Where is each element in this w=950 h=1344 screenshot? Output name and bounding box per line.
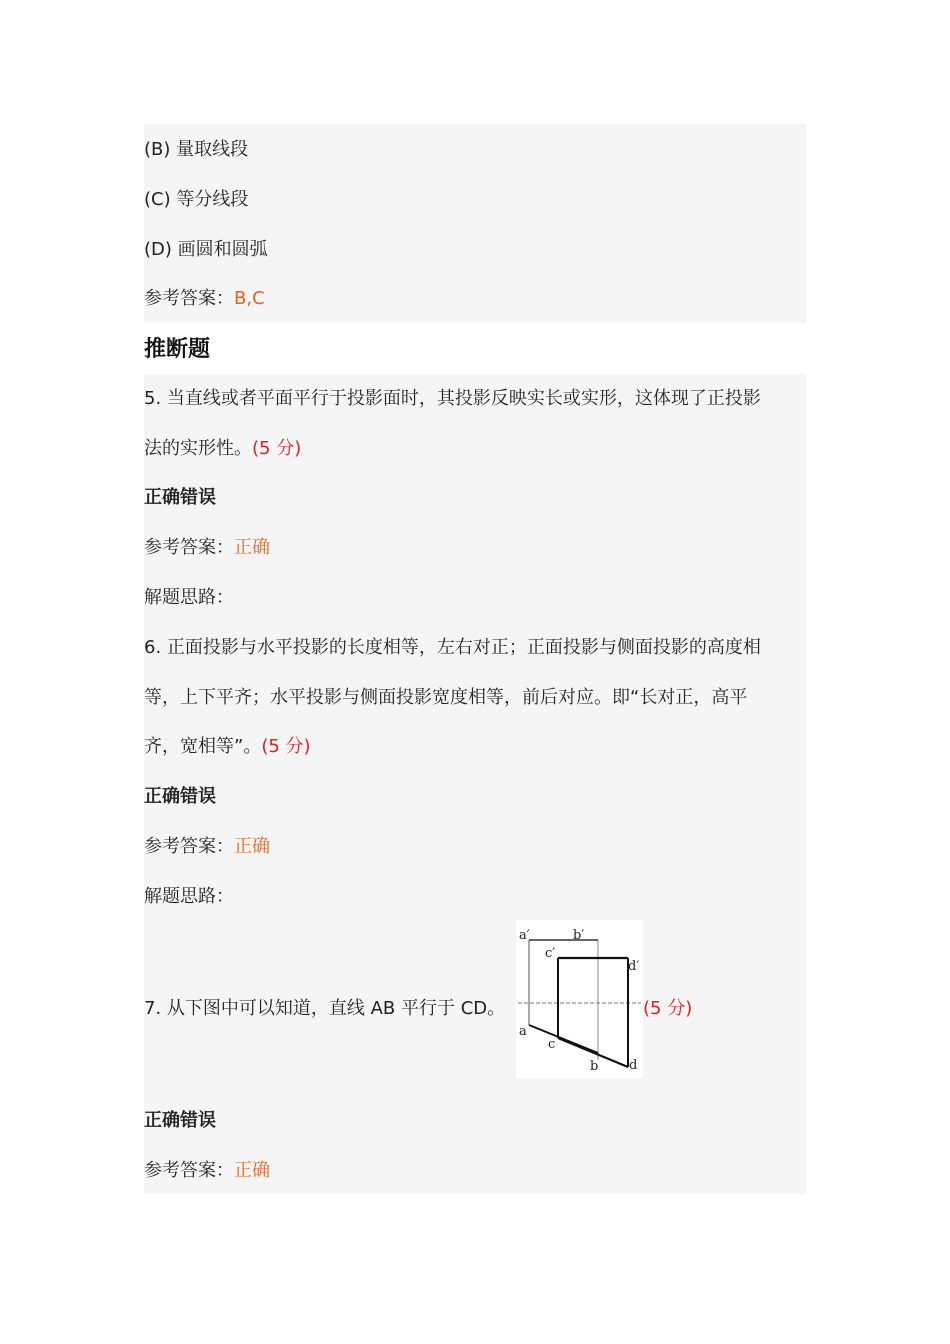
label-b-prime: b′ bbox=[573, 928, 585, 943]
q6-text-line3-body: 齐，宽相等”。 bbox=[144, 736, 262, 757]
q5-answer-label: 参考答案： bbox=[144, 537, 234, 558]
answer-value: B,C bbox=[234, 288, 265, 309]
line-ab bbox=[529, 1025, 598, 1053]
answer-label: 参考答案： bbox=[144, 288, 234, 309]
q5-explain-label: 解题思路： bbox=[144, 587, 234, 608]
option-c: (C) 等分线段 bbox=[144, 189, 249, 210]
section-title: 推断题 bbox=[144, 337, 211, 362]
q7-score: (5 分) bbox=[643, 998, 693, 1019]
question-block-q5-q7 bbox=[144, 374, 806, 1194]
q7-text: 7. 从下图中可以知道，直线 AB 平行于 CD。 bbox=[144, 998, 506, 1019]
q6-text-line1: 6. 正面投影与水平投影的长度相等，左右对正；正面投影与侧面投影的高度相 bbox=[144, 637, 761, 658]
q5-text-line2 bbox=[144, 437, 301, 461]
q6-answer-value: 正确 bbox=[234, 836, 270, 857]
q6-text-line3 bbox=[144, 735, 311, 759]
q5-answer-row bbox=[144, 536, 270, 560]
q5-choices: 正确错误 bbox=[144, 487, 216, 508]
q6-text-line2: 等，上下平齐；水平投影与侧面投影宽度相等，前后对应。即“长对正，高平 bbox=[144, 687, 748, 708]
projection-figure bbox=[516, 920, 643, 1078]
q5-text-line1: 5. 当直线或者平面平行于投影面时，其投影反映实长或实形，这体现了正投影 bbox=[144, 388, 761, 409]
q5-score: (5 分) bbox=[252, 438, 302, 459]
projection-diagram bbox=[516, 920, 643, 1078]
q5-text-line2-body: 法的实形性。 bbox=[144, 438, 252, 459]
q7-answer-label: 参考答案： bbox=[144, 1160, 234, 1181]
label-c: c bbox=[548, 1037, 556, 1052]
q5-answer-value: 正确 bbox=[234, 537, 270, 558]
label-c-prime: c′ bbox=[545, 946, 556, 961]
q7-answer-row bbox=[144, 1159, 270, 1183]
q6-explain-label: 解题思路： bbox=[144, 886, 234, 907]
q6-answer-row bbox=[144, 835, 270, 859]
label-d-prime: d′ bbox=[628, 959, 640, 974]
q6-choices: 正确错误 bbox=[144, 786, 216, 807]
label-a-prime: a′ bbox=[519, 928, 530, 943]
q6-answer-label: 参考答案： bbox=[144, 836, 234, 857]
q7-choices: 正确错误 bbox=[144, 1110, 216, 1131]
option-b: (B) 量取线段 bbox=[144, 139, 249, 160]
label-b: b bbox=[590, 1059, 599, 1074]
label-d: d bbox=[629, 1058, 638, 1073]
option-d: (D) 画圆和圆弧 bbox=[144, 239, 268, 260]
q7-answer-value: 正确 bbox=[234, 1160, 270, 1181]
answer-row-top bbox=[144, 287, 265, 311]
label-a: a bbox=[519, 1024, 527, 1039]
q6-score: (5 分) bbox=[261, 736, 311, 757]
